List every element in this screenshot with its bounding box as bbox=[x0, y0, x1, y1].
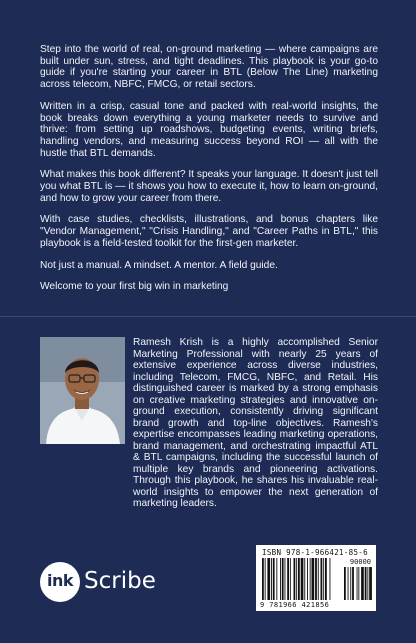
isbn-barcode bbox=[256, 545, 376, 611]
section-divider bbox=[0, 316, 416, 317]
blurb-paragraph: Written in a crisp, casual tone and packed with real-world insights, the book breaks down everything a young marketer needs to survive and thrive: from setting up roadshows, budgeting events, writing briefs, handling vendors, and measuring success beyond ROI — all with the hustle that BTL demands. bbox=[40, 100, 378, 159]
author-portrait-illustration bbox=[40, 337, 125, 444]
back-cover-blurb bbox=[40, 44, 378, 303]
blurb-paragraph: With case studies, checklists, illustrations, and bonus chapters like "Vendor Management," "Crisis Handling," and "Career Paths in BTL," this playbook is a field-tested toolkit for the first-gen marketer. bbox=[40, 214, 378, 249]
barcode-number: 9 781966 421856 bbox=[260, 601, 330, 609]
author-photo bbox=[40, 337, 125, 444]
author-bio: Ramesh Krish is a highly accomplished Senior Marketing Professional with nearly 25 years of extensive experience across diverse industries, including Telecom, FMCG, NBFC, and Retail. His distinguished career is marked by a strong emphasis on creative marketing strategies and innovative on-ground execution, consistently driving significant brand growth and top-line objectives. Ramesh's expertise encompasses leading marketing operations, brand management, and orchestrating impactful ATL & BTL campaigns, including the successful launch of multiple key brands and pioneering activations. Through this playbook, he shares his invaluable real-world insights to empower the next generation of marketing leaders. bbox=[133, 337, 378, 509]
blurb-paragraph: Step into the world of real, on-ground marketing — where campaigns are built under sun, stress, and tight deadlines. This playbook is your go-to guide if you're starting your career in BTL (Below The Line) marketing across telecom, NBFC, FMCG, or retail sectors. bbox=[40, 44, 378, 91]
blurb-tagline: Not just a manual. A mindset. A mentor. A field guide. bbox=[40, 259, 278, 271]
logo-wordmark: Scribe bbox=[84, 568, 156, 594]
isbn-label: ISBN 978-1-966421-85-6 bbox=[262, 548, 368, 557]
blurb-paragraph: What makes this book different? It speaks your language. It doesn't just tell you what BTL is — it shows you how to execute it, how to learn on-ground, and how to grow your career from there. bbox=[40, 169, 378, 204]
logo-mark-text: ink bbox=[46, 571, 73, 590]
price-code: 90000 bbox=[349, 558, 371, 566]
blurb-closing: Welcome to your first big win in marketing bbox=[40, 281, 229, 293]
publisher-logo bbox=[40, 562, 170, 602]
